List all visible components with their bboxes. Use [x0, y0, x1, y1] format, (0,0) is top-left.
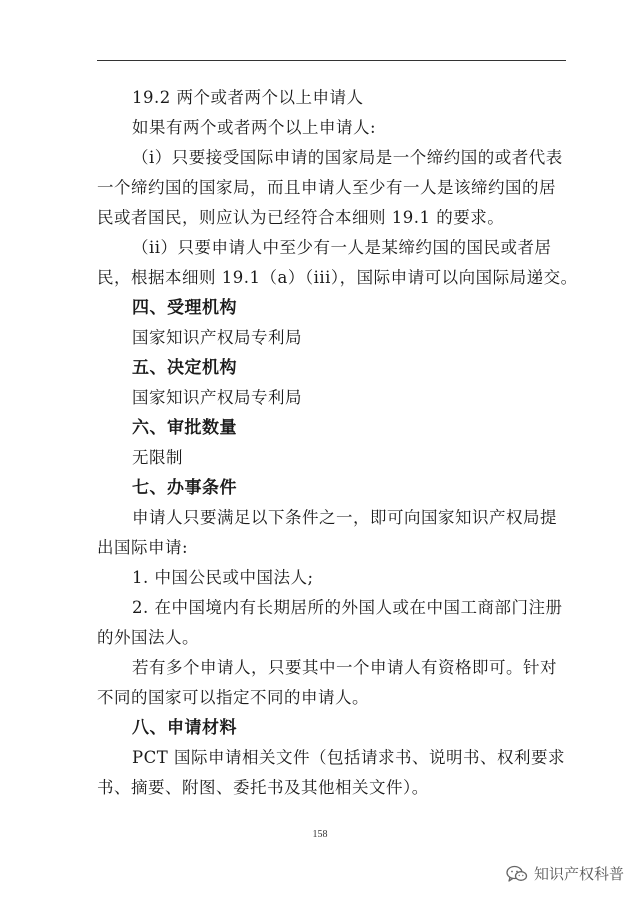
- paragraph-line: 书、摘要、附图、委托书及其他相关文件）。: [97, 778, 429, 797]
- paragraph-line: 国家知识产权局专利局: [132, 328, 302, 347]
- wechat-icon: [506, 865, 528, 883]
- paragraph-line: 申请人只要满足以下条件之一，即可向国家知识产权局提: [132, 508, 557, 527]
- watermark: [506, 863, 624, 884]
- paragraph-line: 无限制: [132, 448, 183, 467]
- paragraph-line: 如果有两个或者两个以上申请人:: [132, 118, 377, 137]
- section-title-19-2: 19.2 两个或者两个以上申请人: [132, 88, 364, 107]
- paragraph-line: 出国际申请:: [97, 538, 189, 557]
- paragraph-line: 民，根据本细则 19.1（a）（iii），国际申请可以向国际局递交。: [97, 268, 578, 287]
- heading-approval-quantity: 六、审批数量: [132, 418, 237, 438]
- paragraph-line: 若有多个申请人，只要其中一个申请人有资格即可。针对: [132, 658, 557, 677]
- paragraph-line: 不同的国家可以指定不同的申请人。: [97, 688, 369, 707]
- paragraph-line: 的外国法人。: [97, 628, 199, 647]
- paragraph-line: PCT 国际申请相关文件（包括请求书、说明书、权利要求: [132, 748, 565, 767]
- paragraph-line: 民或者国民，则应认为已经符合本细则 19.1 的要求。: [97, 208, 505, 227]
- list-item: 1. 中国公民或中国法人;: [132, 568, 314, 587]
- paragraph-line: 国家知识产权局专利局: [132, 388, 302, 407]
- paragraph-line: （i）只要接受国际申请的国家局是一个缔约国的或者代表: [132, 148, 563, 167]
- header-rule: [97, 60, 566, 61]
- heading-deciding-office: 五、决定机构: [132, 358, 237, 378]
- heading-application-materials: 八、申请材料: [132, 718, 237, 738]
- heading-accepting-office: 四、受理机构: [132, 298, 237, 318]
- heading-conditions: 七、办事条件: [132, 478, 237, 498]
- watermark-text: 知识产权科普: [533, 865, 624, 883]
- paragraph-line: （ii）只要申请人中至少有一人是某缔约国的国民或者居: [132, 238, 552, 257]
- list-item: 2. 在中国境内有长期居所的外国人或在中国工商部门注册: [132, 598, 563, 617]
- page-number: 158: [312, 829, 328, 840]
- paragraph-line: 一个缔约国的国家局，而且申请人至少有一人是该缔约国的居: [97, 178, 556, 197]
